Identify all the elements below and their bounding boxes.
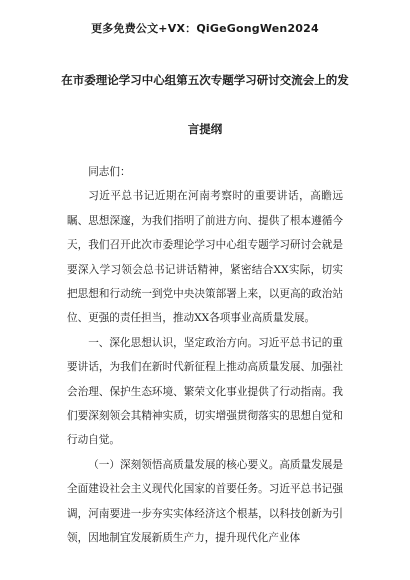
salutation: 同志们： (88, 166, 131, 178)
document-body (67, 160, 343, 551)
promo-header: 更多免费公文+VX：QiGeGongWen2024 (91, 22, 319, 35)
document-title-line-2: 言提纲 (187, 122, 223, 136)
document-title-line-1: 在市委理论学习中心组第五次专题学习研讨交流会上的发 (61, 73, 349, 87)
section-heading-paragraph: 一、深化思想认识，坚定政治方向。习近平总书记的重要讲话，为我们在新时代新征程上推动高质量发展、加强社会治理、保护生态环境、繁荣文化事业提供了行动指南。我们要深刻领会其精神实质，切实增强贯彻落实的思想自觉和行动自觉。 (67, 336, 343, 447)
body-paragraph: 习近平总书记近期在河南考察时的重要讲话，高瞻远瞩、思想深邃，为我们指明了前进方向、提供了根本遵循今天，我们召开此次市委理论学习中心组专题学习研讨会就是要深入学习领会总书记讲话精神，紧密结合XX实际，切实把思想和行动统一到党中央决策部署上来，以更高的政治站位、更强的责任担当，推动XX各项事业高质量发展。 (67, 190, 343, 325)
subsection-paragraph: （一）深刻领悟高质量发展的核心要义。高质量发展是全面建设社会主义现代化国家的首要任务。习近平总书记强调，河南要进一步夯实实体经济这个根基，以科技创新为引领，因地制宜发展新质生产力，提升现代化产业体 (67, 458, 343, 545)
